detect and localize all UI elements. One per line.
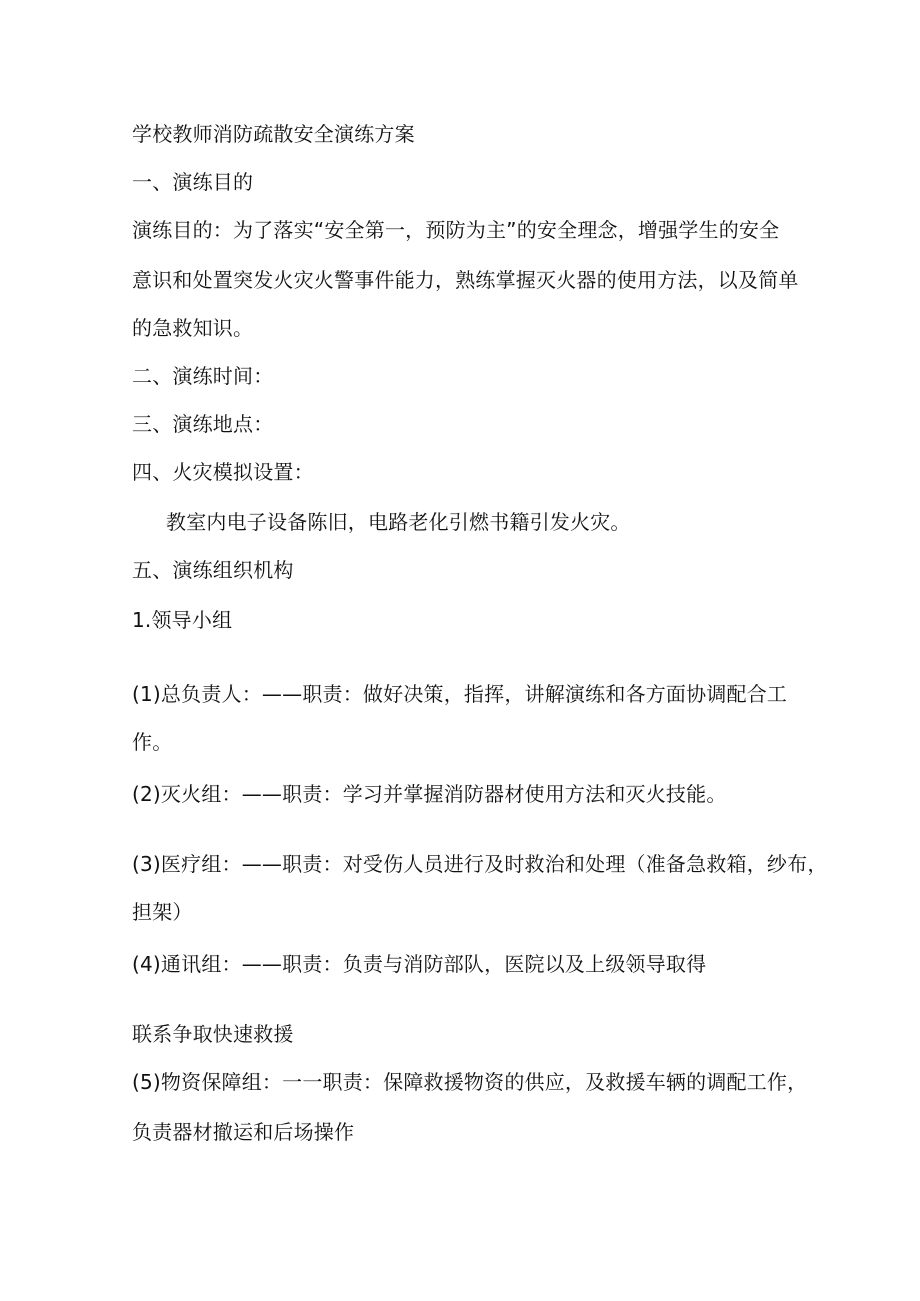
purpose-paragraph-line-2: 意识和处置突发火灾火警事件能力，熟练掌握灭火器的使用方法，以及简单 — [132, 268, 799, 292]
subsection-heading-leadership-group: 1.领导小组 — [132, 608, 233, 632]
item-general-leader-line-1: (1)总负责人：——职责：做好决策，指挥，讲解演练和各方面协调配合工 — [132, 682, 788, 706]
item-fire-fighting-group: (2)灭火组：——职责：学习并掌握消防器材使用方法和灭火技能。 — [132, 782, 727, 806]
section-heading-organization: 五、演练组织机构 — [132, 558, 294, 582]
purpose-paragraph-line-1: 演练目的：为了落实“安全第一，预防为主”的安全理念，增强学生的安全 — [132, 218, 780, 242]
item-logistics-group-line-2: 负责器材撤运和后场操作 — [132, 1120, 355, 1144]
document-title: 学校教师消防疏散安全演练方案 — [132, 122, 415, 146]
section-heading-purpose: 一、演练目的 — [132, 170, 254, 194]
item-medical-group-line-2: 担架） — [132, 900, 193, 924]
section-heading-time: 二、演练时间： — [132, 364, 274, 388]
purpose-paragraph-line-3: 的急救知识。 — [132, 316, 254, 340]
item-logistics-group-line-1: (5)物资保障组：一一职责：保障救援物资的供应，及救援车辆的调配工作， — [132, 1070, 808, 1094]
section-heading-location: 三、演练地点： — [132, 412, 274, 436]
section-heading-fire-simulation: 四、火灾模拟设置： — [132, 460, 314, 484]
item-general-leader-line-2: 作。 — [132, 730, 173, 754]
item-medical-group-line-1: (3)医疗组：——职责：对受伤人员进行及时救治和处理（准备急救箱，纱布， — [132, 852, 828, 876]
fire-simulation-description: 教室内电子设备陈旧，电路老化引燃书籍引发火灾。 — [166, 510, 631, 534]
item-communication-group-line-1: (4)通讯组：——职责：负责与消防部队，医院以及上级领导取得 — [132, 952, 707, 976]
item-communication-group-line-2: 联系争取快速救援 — [132, 1022, 294, 1046]
